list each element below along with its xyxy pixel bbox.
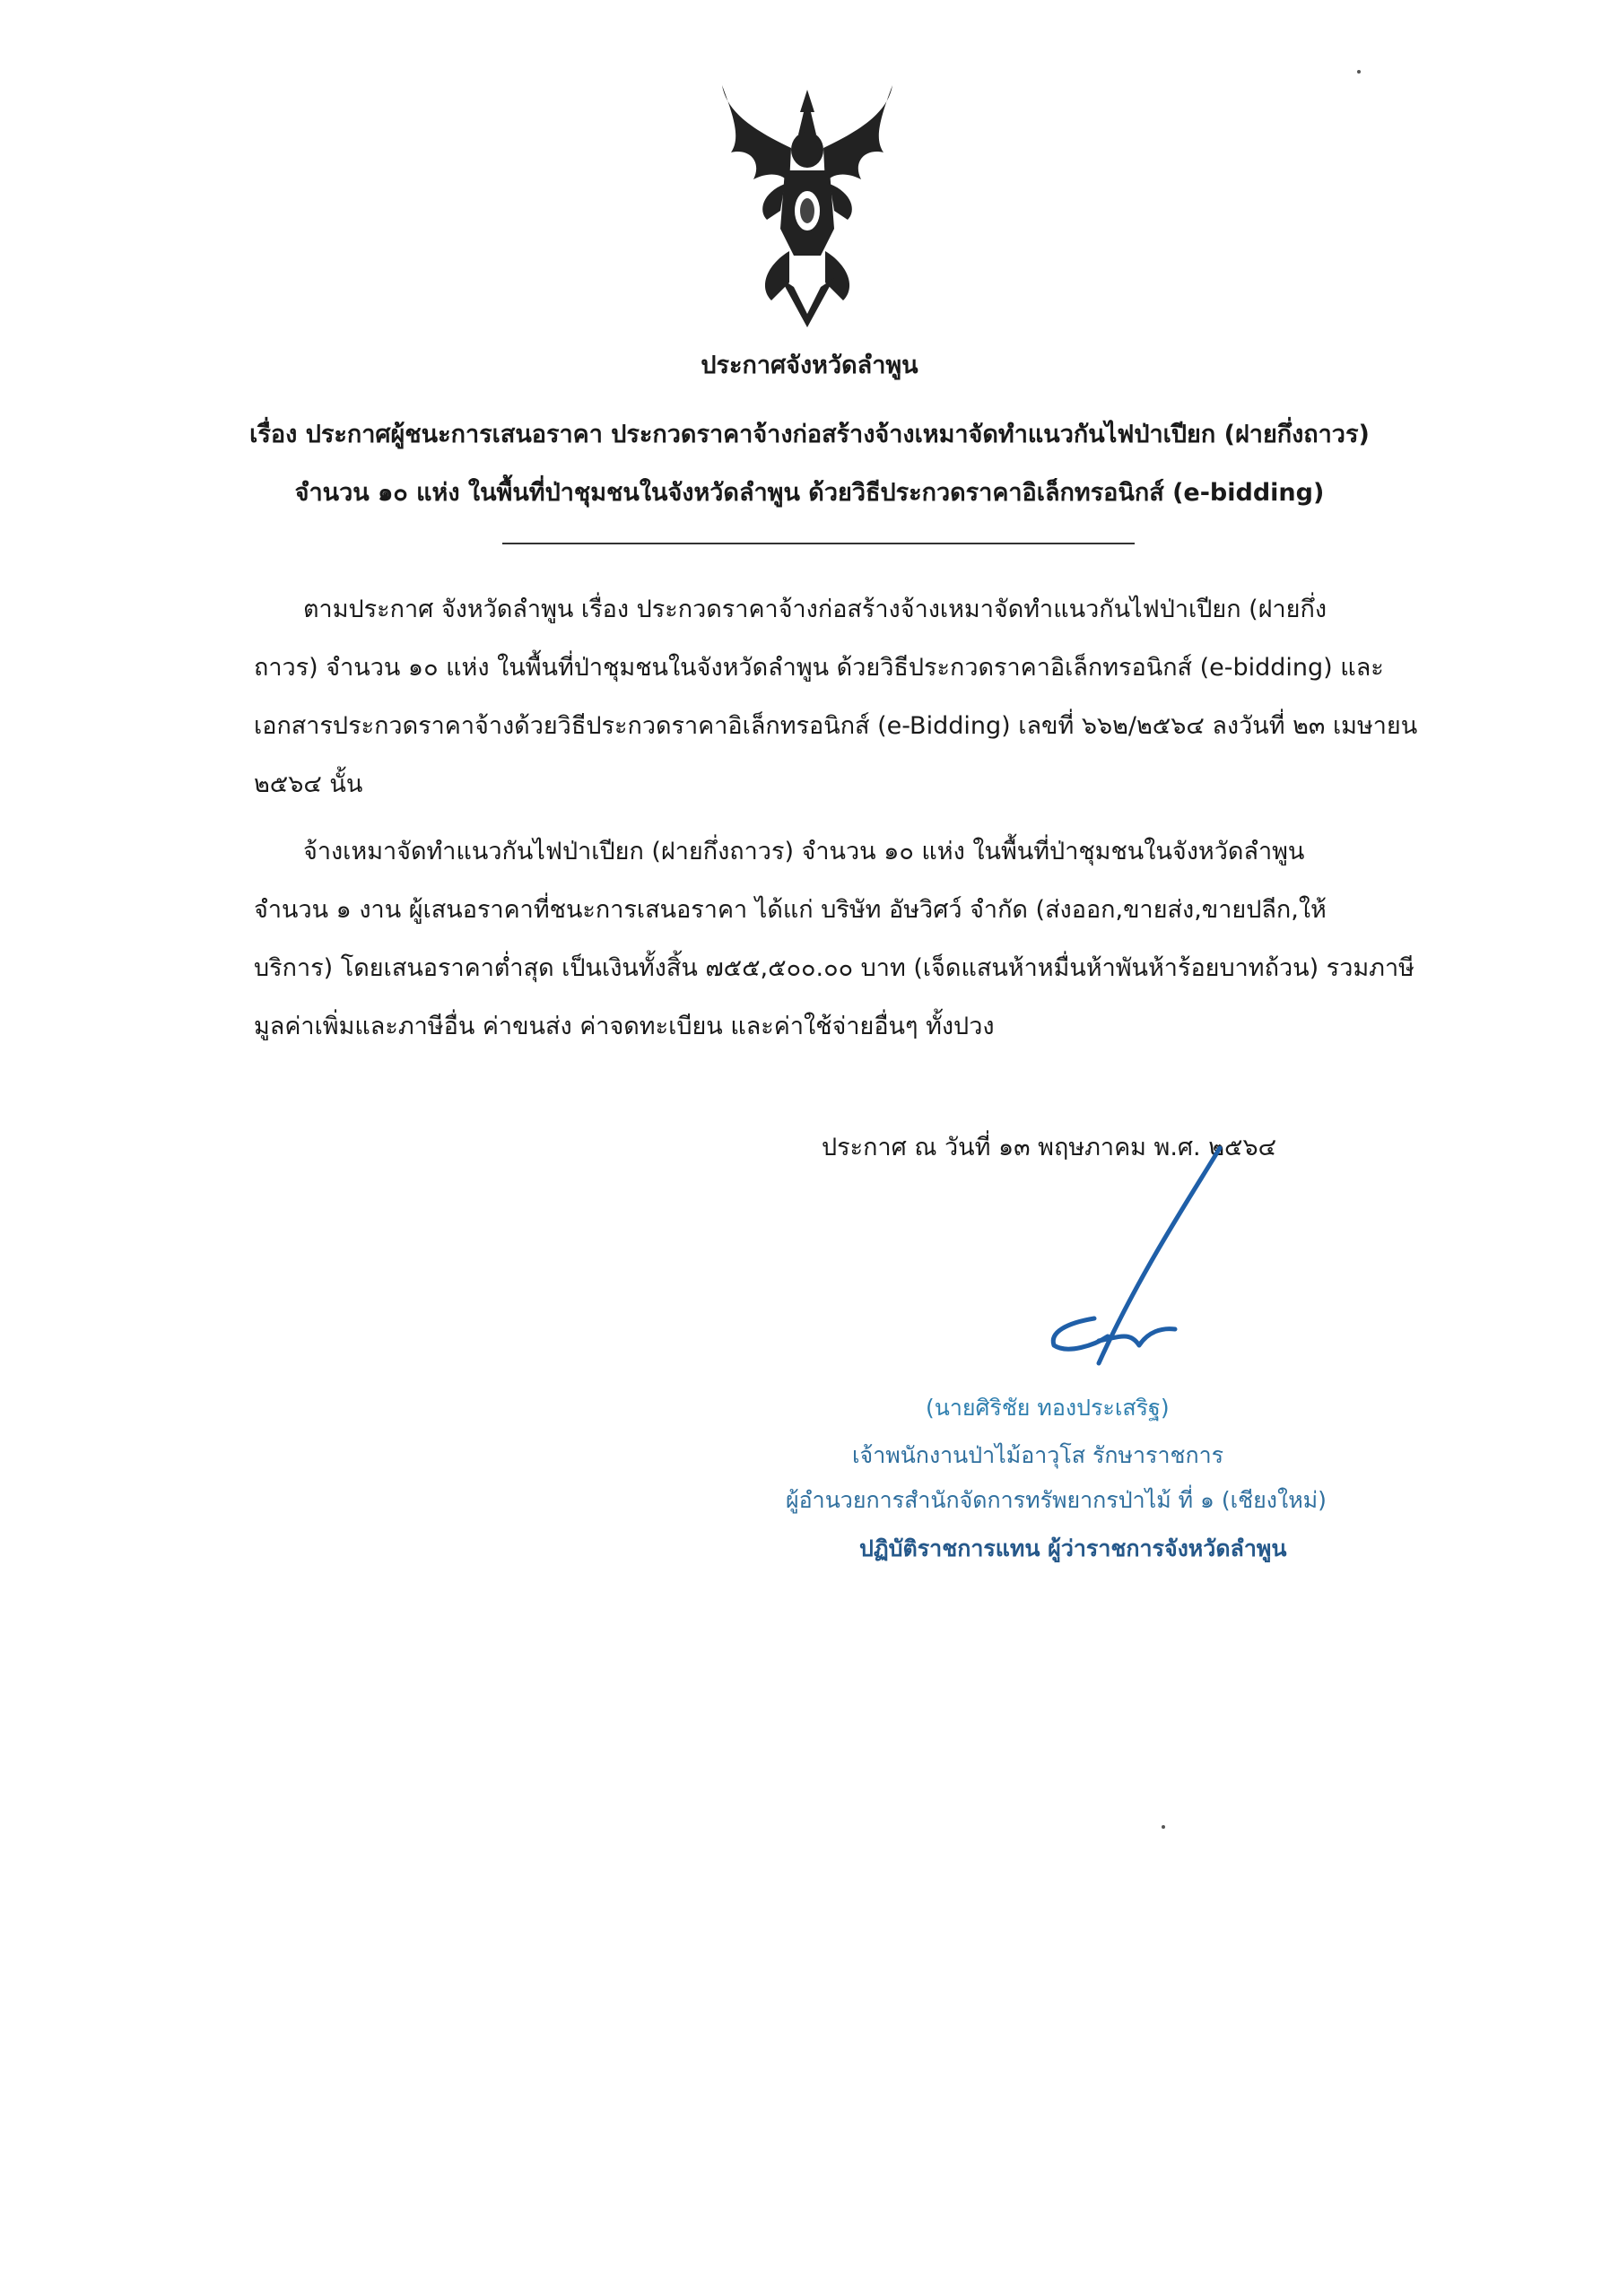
- signer-position-1: เจ้าพนักงานป่าไม้อาวุโส รักษาราชการ: [852, 1442, 1224, 1468]
- paragraph-2-line-3: บริการ) โดยเสนอราคาต่ำสุด เป็นเงินทั้งสิ้น ๗๕๕,๕๐๐.๐๐ บาท (เจ็ดแสนห้าหมื่นห้าพันห้าร้อยบาทถ้วน) รวมภาษี: [254, 954, 1414, 982]
- paragraph-1-line-1: ตามประกาศ จังหวัดลำพูน เรื่อง ประกวดราคาจ้างก่อสร้างจ้างเหมาจัดทำแนวกันไฟป่าเปียก (ฝายกึ่ง: [303, 596, 1327, 623]
- paragraph-2-line-2: จำนวน ๑ งาน ผู้เสนอราคาที่ชนะการเสนอราคา ได้แก่ บริษัท อัษวิศว์ จำกัด (ส่งออก,ขายส่ง,ขายปลีก,ให้: [254, 896, 1327, 924]
- document-heading: ประกาศจังหวัดลำพูน: [701, 352, 918, 379]
- subject-line-2: จำนวน ๑๐ แห่ง ในพื้นที่ป่าชุมชนในจังหวัดลำพูน ด้วยวิธีประกวดราคาอิเล็กทรอนิกส์ (e-bidding): [294, 479, 1325, 507]
- signer-name: (นายศิริชัย ทองประเสริฐ): [926, 1395, 1170, 1421]
- paragraph-2-line-4: มูลค่าเพิ่มและภาษีอื่น ค่าขนส่ง ค่าจดทะเบียน และค่าใช้จ่ายอื่นๆ ทั้งปวง: [254, 1013, 995, 1040]
- heading-divider: [502, 543, 1135, 544]
- handwritten-signature-icon: [1031, 1139, 1283, 1381]
- scan-speck: [1162, 1825, 1165, 1829]
- paragraph-1-line-2: ถาวร) จำนวน ๑๐ แห่ง ในพื้นที่ป่าชุมชนในจังหวัดลำพูน ด้วยวิธีประกวดราคาอิเล็กทรอนิกส์ (e-bidding) และ: [254, 654, 1384, 682]
- paragraph-1-line-3: เอกสารประกวดราคาจ้างด้วยวิธีประกวดราคาอิเล็กทรอนิกส์ (e-Bidding) เลขที่ ๖๖๒/๒๕๖๔ ลงวันที่ ๒๓ เมษายน: [254, 712, 1418, 740]
- announcement-date: ประกาศ ณ วันที่ ๑๓ พฤษภาคม พ.ศ. ๒๕๖๔: [822, 1134, 1277, 1161]
- paragraph-1-line-4: ๒๕๖๔ นั้น: [254, 770, 363, 798]
- paragraph-2-line-1: จ้างเหมาจัดทำแนวกันไฟป่าเปียก (ฝายกึ่งถาวร) จำนวน ๑๐ แห่ง ในพื้นที่ป่าชุมชนในจังหวัดลำพูน: [303, 838, 1305, 865]
- subject-line-1: เรื่อง ประกาศผู้ชนะการเสนอราคา ประกวดราคาจ้างก่อสร้างจ้างเหมาจัดทำแนวกันไฟป่าเปียก (ฝายกึ่งถาวร): [249, 421, 1370, 448]
- signer-position-2: ผู้อำนวยการสำนักจัดการทรัพยากรป่าไม้ ที่ ๑ (เชียงใหม่): [786, 1487, 1327, 1513]
- signer-position-3: ปฏิบัติราชการแทน ผู้ว่าราชการจังหวัดลำพูน: [859, 1535, 1287, 1561]
- scan-speck: [1357, 70, 1361, 74]
- garuda-emblem-icon: [718, 85, 897, 327]
